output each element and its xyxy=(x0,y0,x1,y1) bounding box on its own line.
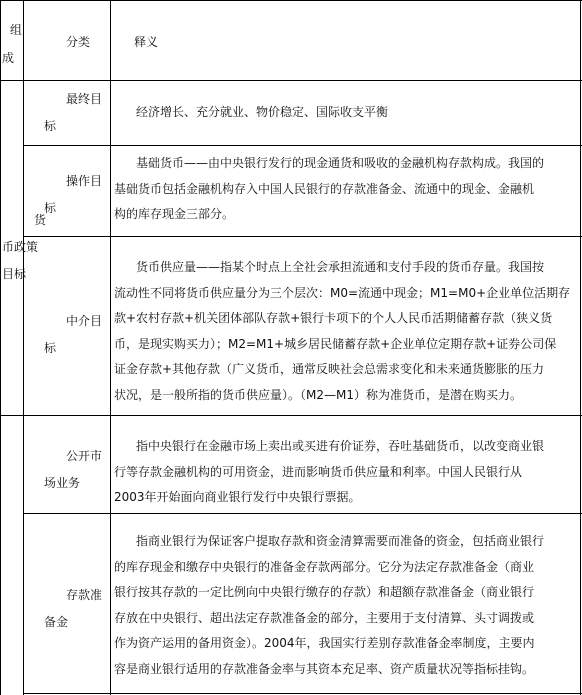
row-divider-4 xyxy=(23,693,582,694)
definition-line: 币，是现实购买力）；M2=M1+城乡居民储蓄存款+企业单位定期存款+证券公司保 xyxy=(114,336,557,351)
definition-line: 货币供应量——指某个时点上全社会承担流通和支付手段的货币存量。我国按 xyxy=(136,260,545,274)
border-top xyxy=(0,0,582,1)
definition-line: 状况，是一般所指的货币供应量）。（M2—M1）称为准货币，是潜在购买力。 xyxy=(114,387,522,402)
definition-text xyxy=(114,434,544,511)
header-col1-bottom: 成 xyxy=(2,51,15,65)
border-right xyxy=(580,0,581,695)
definition-line: 指商业银行为保证客户提取存款和资金清算需要而准备的资金，包括商业银行 xyxy=(136,534,545,548)
definition-line: 的库存现金和缴存中央银行的准备金存款两部分。它分为法定存款准备金（商业 xyxy=(114,559,535,574)
row-divider-1 xyxy=(23,145,582,146)
category-label: 最终目 xyxy=(66,92,103,106)
definition-line: 行等存款金融机构的可用资金，进而影响货币供应量和利率。中国人民银行从 xyxy=(114,464,523,479)
definition-line: 作为资产运用的备用资金）。2004年，我国实行差别存款准备金率制度，主要内 xyxy=(114,636,535,650)
col-divider-2 xyxy=(110,0,111,695)
definition-line: 构的库存现金三部分。 xyxy=(114,207,235,221)
header-divider xyxy=(0,80,582,81)
header-col1-top: 组 xyxy=(10,23,23,37)
category-label-cont: 场业务 xyxy=(44,476,81,490)
header-col2: 分类 xyxy=(66,35,91,49)
definition-text xyxy=(114,255,570,408)
category-label-cont: 标 xyxy=(44,341,57,355)
definition-line: 存放在中央银行、超出法定存款准备金的部分，主要用于支付清算、头寸调拨或 xyxy=(114,610,535,625)
definition-line: 流动性不同将货币供应量分为三个层次：M0=流通中现金；M1=M0+企业单位活期存 xyxy=(114,285,571,300)
category-label: 存款准 xyxy=(66,588,103,602)
definition-line: 容是商业银行适用的存款准备金率与其资本充足率、资产质量状况等指标挂钩。 xyxy=(114,661,535,676)
category-label-cont: 备金 xyxy=(44,615,69,629)
border-left xyxy=(0,0,1,695)
definition-line: 银行按其存款的一定比例向中央银行缴存的存款）和超额存款准备金（商业银行 xyxy=(114,585,535,599)
definition-text xyxy=(114,151,544,228)
category-label-cont: 标 xyxy=(44,201,57,215)
definition-line: 款+农村存款+机关团体部队存款+银行卡项下的个人人民币活期储蓄存款（狭义货 xyxy=(114,311,553,325)
category-label-cont: 标 xyxy=(44,119,57,133)
group1-label-line3: 目标 xyxy=(2,267,27,281)
definition-text xyxy=(114,529,544,682)
category-label: 公开市 xyxy=(66,449,103,463)
group-divider xyxy=(0,415,582,416)
group1-label-line1: 货 xyxy=(34,213,47,227)
definition-line: 指中央银行在金融市场上卖出或买进有价证券，吞吐基础货币，以改变商业银 xyxy=(136,439,545,453)
definition-line: 基础货币包括金融机构存入中国人民银行的存款准备金、流通中的现金、金融机 xyxy=(114,181,535,196)
col-divider-1 xyxy=(23,0,24,695)
definition-text: 经济增长、充分就业、物价稳定、国际收支平衡 xyxy=(136,105,389,119)
header-col3: 释义 xyxy=(134,35,159,49)
row-divider-3 xyxy=(23,513,582,514)
group1-label-line2: 币政策 xyxy=(2,240,39,254)
definition-line: 2003年开始面向商业银行发行中央银行票据。 xyxy=(114,490,361,504)
definition-line: 基础货币——由中央银行发行的现金通货和吸收的金融机构存款构成。我国的 xyxy=(136,156,545,170)
category-label: 操作目 xyxy=(66,174,103,188)
row-divider-2 xyxy=(23,236,582,237)
definition-line: 证金存款+其他存款（广义货币，通常反映社会总需求变化和未来通货膨胀的压力 xyxy=(114,362,545,376)
category-label: 中介目 xyxy=(66,314,103,328)
